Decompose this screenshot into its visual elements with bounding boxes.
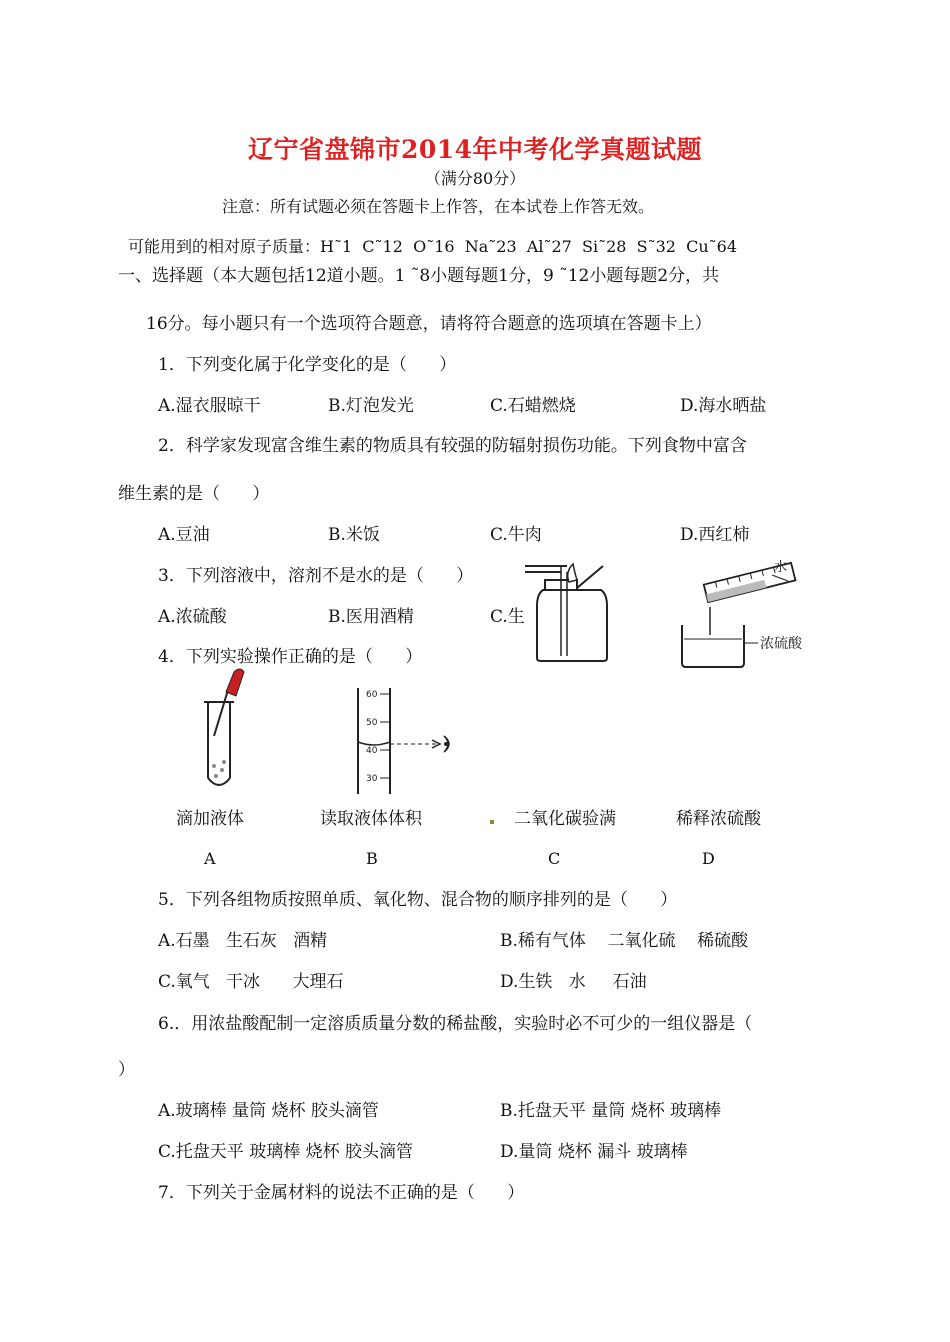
q4-stem: 4．下列实验操作正确的是（ ） <box>158 647 423 667</box>
q5-option-a[interactable]: A.石墨 生石灰 酒精 <box>158 931 328 951</box>
q4-letter-a[interactable]: A <box>204 849 216 868</box>
notice: 注意：所有试题必须在答题卡上作答，在本试卷上作答无效。 <box>222 197 655 216</box>
q2-stem-line2: 维生素的是（ ） <box>118 484 270 504</box>
q2-stem-line1: 2．科学家发现富含维生素的物质具有较强的防辐射损伤功能。下列食物中富含 <box>158 436 747 456</box>
q4-op-d: 稀释浓硫酸 <box>676 809 761 829</box>
q4-op-a: 滴加液体 <box>176 809 244 829</box>
q1-option-d[interactable]: D.海水晒盐 <box>680 396 767 416</box>
cylinder-figure <box>340 684 470 796</box>
section-heading-line2: 16分。每小题只有一个选项符合题意，请将符合题意的选项填在答题卡上） <box>146 314 712 334</box>
q1-option-a[interactable]: A.湿衣服晾干 <box>158 396 261 416</box>
q6-option-c[interactable]: C.托盘天平 玻璃棒 烧杯 胶头滴管 <box>158 1142 414 1162</box>
q6-stem-line1: 6.．用浓盐酸配制一定溶质质量分数的稀盐酸，实验时必不可少的一组仪器是（ <box>158 1014 753 1034</box>
q5-option-c[interactable]: C.氧气 干冰 大理石 <box>158 972 344 992</box>
gas-bottle-figure <box>525 560 615 665</box>
q5-option-b[interactable]: B.稀有气体 二氧化硫 稀硫酸 <box>500 931 749 951</box>
q4-op-c: 二氧化碳验满 <box>514 809 616 829</box>
dilution-figure <box>676 555 806 670</box>
tick-60: 60 <box>366 690 378 700</box>
q1-option-b[interactable]: B.灯泡发光 <box>328 396 414 416</box>
q2-option-c[interactable]: C.牛肉 <box>490 525 542 545</box>
q4-letter-b[interactable]: B <box>366 849 378 868</box>
atomic-masses: 可能用到的相对原子质量：H˜1 C˜12 O˜16 Na˜23 Al˜27 Si˜28 S˜32 Cu˜64 <box>128 237 738 256</box>
q6-stem-line2: ） <box>118 1060 135 1080</box>
q3-option-c[interactable]: C.生 <box>490 607 525 627</box>
q3-option-a[interactable]: A.浓硫酸 <box>158 607 227 627</box>
dropper-figure <box>196 666 256 796</box>
section-heading-line1: 一、选择题（本大题包括12道小题。1 ˜8小题每题1分，9 ˜12小题每题2分，共 <box>118 266 720 286</box>
q4-letter-c[interactable]: C <box>548 849 561 868</box>
q6-option-a[interactable]: A.玻璃棒 量筒 烧杯 胶头滴管 <box>158 1101 379 1121</box>
q3-option-b[interactable]: B.医用酒精 <box>328 607 414 627</box>
tick-50: 50 <box>366 718 378 728</box>
q6-option-d[interactable]: D.量筒 烧杯 漏斗 玻璃棒 <box>500 1142 688 1162</box>
q6-option-b[interactable]: B.托盘天平 量筒 烧杯 玻璃棒 <box>500 1101 722 1121</box>
tick-30: 30 <box>366 774 378 784</box>
water-label: 水 <box>774 560 788 575</box>
q2-option-d[interactable]: D.西红柿 <box>680 525 750 545</box>
q1-stem: 1．下列变化属于化学变化的是（ ） <box>158 355 457 375</box>
q2-option-b[interactable]: B.米饭 <box>328 525 380 545</box>
q2-option-a[interactable]: A.豆油 <box>158 525 210 545</box>
q7-stem: 7．下列关于金属材料的说法不正确的是（ ） <box>158 1183 525 1203</box>
q4-letter-d[interactable]: D <box>702 849 715 868</box>
q1-option-c[interactable]: C.石蜡燃烧 <box>490 396 576 416</box>
score-note: （满分80分） <box>424 169 526 188</box>
q4-op-b: 读取液体体积 <box>320 809 422 829</box>
page-title: 辽宁省盘锦市2014年中考化学真题试题 <box>247 135 703 164</box>
tick-40: 40 <box>366 746 378 756</box>
acid-label: 浓硫酸 <box>760 636 802 652</box>
q3-stem: 3．下列溶液中，溶剂不是水的是（ ） <box>158 566 474 586</box>
q5-option-d[interactable]: D.生铁 水 石油 <box>500 972 647 992</box>
stray-dot <box>490 820 494 824</box>
q5-stem: 5．下列各组物质按照单质、氧化物、混合物的顺序排列的是（ ） <box>158 890 678 910</box>
